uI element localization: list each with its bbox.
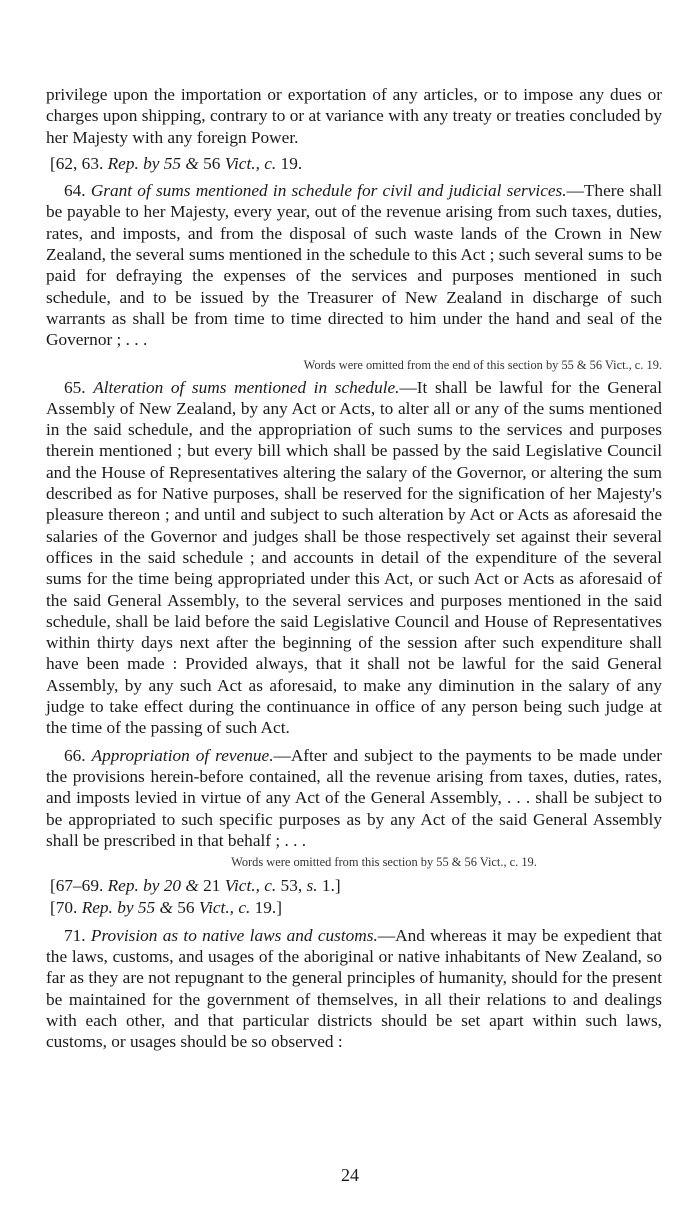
section-body: —It shall be lawful for the General Assembly of New Zealand, by any Act or Acts, to alter all or any of the sums mentioned in the said schedule, and the appropriation of such sums to the services and purposes therein mentioned ; but every bill which shall be passed by the said Legislative Council and the House of Representatives altering the salary of the Governor, or altering the sum described as for Native purposes, shall be reserved for the signification of her Majesty's pleasure thereon ; and until and subject to such alteration by Act or Acts as aforesaid the salaries of the Governor and judges shall be those respectively set against their several offices in the said schedule ; and accounts in detail of the expenditure of the several sums for the time being appropriated under this Act, or such Act or Acts as aforesaid of the said General Assembly, to the several services and purposes mentioned in the said schedule, shall be laid before the said Legislative Council and House of Representatives within thirty days next after the beginning of the session after such expenditure shall have been made : Provided always, that it shall not be lawful for the said General Assembly, by any such Act as aforesaid, to make any diminution in the salary of any judge to take effect during the continuance in office of any person being such judge at the time of the passing of such Act. bbox=[46, 377, 663, 738]
repealed-section-70: [70. Rep. by 55 & 56 Vict., c. 19.] bbox=[50, 898, 282, 918]
section-71 bbox=[46, 925, 662, 1053]
editorial-note-64: Words were omitted from the end of this section by 55 & 56 Vict., c. 19. bbox=[303, 357, 662, 372]
repealed-sections-62-63: [62, 63. Rep. by 55 & 56 Vict., c. 19. bbox=[50, 153, 303, 173]
intro-paragraph: privilege upon the importation or exportation of any articles, or to impose any dues or charges upon shipping, contrary to or at variance with any treaty or treaties concluded by her Majesty with any foreign Power. bbox=[46, 85, 662, 147]
section-heading: Appropriation of revenue. bbox=[91, 745, 274, 765]
section-body: —There shall be payable to her Majesty, every year, out of the revenue arising from such taxes, duties, rates, and imposts, and from the disposal of such waste lands of the Crown in New Zealand, the several sums mentioned in the schedule to this Act ; such several sums to be paid for defraying the expenses of the services and purposes mentioned in such schedule, and to be issued by the Treasurer of New Zealand in discharge of such warrants as shall be from time to time directed to him under the hand and seal of the Governor ; . . . bbox=[46, 181, 663, 350]
section-64 bbox=[46, 180, 662, 350]
repealed-sections-67-69: [67–69. Rep. by 20 & 21 Vict., c. 53, s. 1.] bbox=[50, 876, 341, 896]
editorial-note-66: Words were omitted from this section by 55 & 56 Vict., c. 19. bbox=[231, 855, 537, 870]
section-heading: Provision as to native laws and customs. bbox=[90, 925, 378, 945]
section-number: 64. bbox=[64, 181, 91, 201]
page-body bbox=[46, 84, 662, 1052]
section-number: 66. bbox=[64, 745, 92, 765]
section-66 bbox=[46, 745, 662, 851]
section-body: —And whereas it may be expedient that the laws, customs, and usages of the aboriginal or native inhabitants of New Zealand, so far as they are not repugnant to the general principles of humanity, should for the present be maintained for the government of themselves, in all their relations to and dealings with each other, and that particular districts should be set apart within such laws, customs, or usages should be so observed : bbox=[46, 925, 662, 1052]
section-number: 65. bbox=[64, 377, 94, 397]
section-heading: Alteration of sums mentioned in schedule. bbox=[93, 377, 400, 397]
section-heading: Grant of sums mentioned in schedule for civil and judicial services. bbox=[90, 181, 567, 201]
section-number: 71. bbox=[64, 925, 91, 945]
section-65 bbox=[46, 377, 662, 739]
section-body: —After and subject to the payments to be made under the provisions herein-before contained, all the revenue arising from taxes, duties, rates, and imposts levied in virtue of any Act of the General Assembly, . . . shall be subject to be appropriated to such specific purposes as by any Act of the said General Assembly shall be prescribed in that behalf ; . . . bbox=[46, 745, 663, 850]
page-number: 24 bbox=[341, 1165, 359, 1185]
